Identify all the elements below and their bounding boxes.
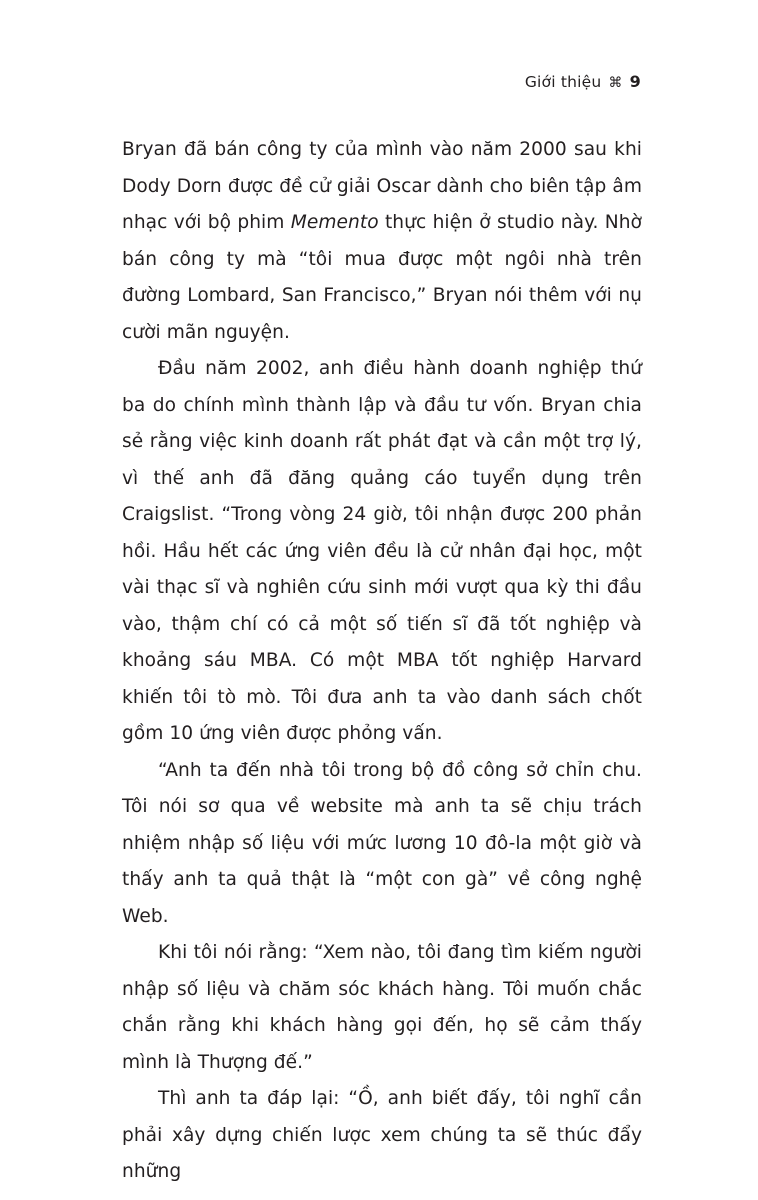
paragraph	[122, 935, 642, 1081]
running-head-title: Giới thiệu	[524, 73, 602, 91]
paragraph	[122, 351, 642, 753]
paragraph	[122, 1081, 642, 1191]
italic-title: Memento	[290, 212, 379, 233]
text-run: thực hiện ở studio này. Nhờ bán công ty mà “tôi mua được một ngôi nhà trên đường Lombard, San Francisco,” Bryan nói thêm với nụ cười mãn nguyện.	[122, 212, 642, 343]
text-run: Đầu năm 2002, anh điều hành doanh nghiệp thứ ba do chính mình thành lập và đầu tư vốn. Bryan chia sẻ rằng việc kinh doanh rất phát đạt và cần một trợ lý, vì thế anh đã đăng quảng cáo tuyển dụng trên Craigslist. “Trong vòng 24 giờ, tôi nhận được 200 phản hồi. Hầu hết các ứng viên đều là cử nhân đại học, một vài thạc sĩ và nghiên cứu sinh mới vượt qua kỳ thi đầu vào, thậm chí có cả một số tiến sĩ đã tốt nghiệp và khoảng sáu MBA. Có một MBA tốt nghiệp Harvard khiến tôi tò mò. Tôi đưa anh ta vào danh sách chốt gồm 10 ứng viên được phỏng vấn.	[122, 358, 642, 744]
paragraph	[122, 753, 642, 936]
body-text	[122, 132, 642, 1191]
paragraph	[122, 132, 642, 351]
page-number: 9	[629, 72, 641, 91]
text-run: Bryan đã bán công ty của mình vào năm 2000 sau khi Dody Dorn được đề cử giải Oscar dành cho biên tập âm nhạc với bộ phim	[122, 139, 642, 233]
text-run: Thì anh ta đáp lại: “Ồ, anh biết đấy, tôi nghĩ cần phải xây dựng chiến lược xem chúng ta sẽ thúc đẩy những	[122, 1088, 642, 1182]
text-run: Khi tôi nói rằng: “Xem nào, tôi đang tìm kiếm người nhập số liệu và chăm sóc khách hàng. Tôi muốn chắc chắn rằng khi khách hàng gọi đến, họ sẽ cảm thấy mình là Thượng đế.”	[122, 942, 642, 1073]
running-head	[525, 72, 641, 91]
ornament-icon: ⌘	[608, 75, 623, 91]
text-run: “Anh ta đến nhà tôi trong bộ đồ công sở chỉn chu. Tôi nói sơ qua về website mà anh ta sẽ chịu trách nhiệm nhập số liệu với mức lương 10 đô-la một giờ và thấy anh ta quả thật là “một con gà” về công nghệ Web.	[122, 759, 642, 927]
